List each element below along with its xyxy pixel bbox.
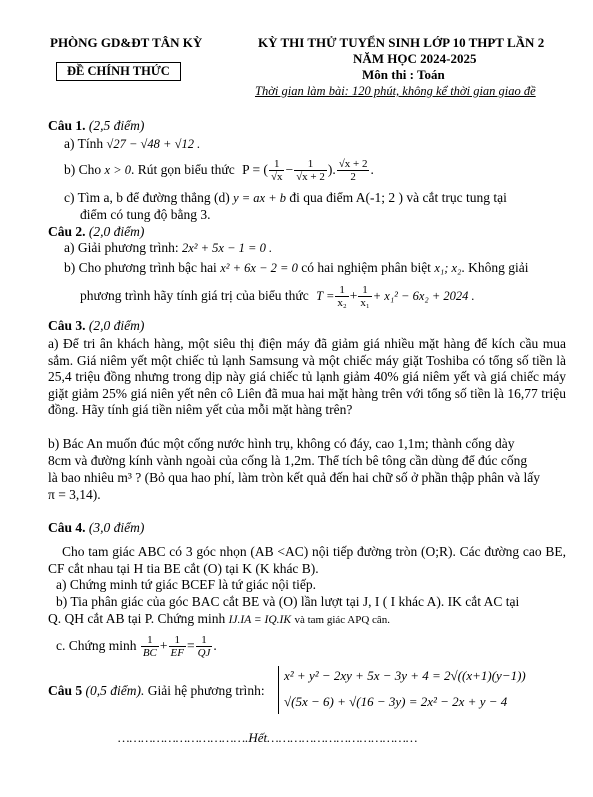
q1-c-label: c) <box>64 190 75 205</box>
q3-points: (2,0 điểm) <box>88 318 145 333</box>
q3-b-line1: b) Bác An muốn đúc một cống nước hình trụ, không có đáy, cao 1,1m; thành cống dày <box>48 436 515 451</box>
q5-points: (0,5 điểm). <box>85 683 145 698</box>
q2-heading <box>48 224 144 240</box>
q1-b-cond: x > 0 <box>104 163 131 177</box>
q2-b-frac1-den: x₂ <box>337 297 347 310</box>
q1-b-text2: . Rút gọn biểu thức <box>131 162 235 177</box>
q2-b-tail: + x₁² − 6x₂ + 2024 . <box>372 289 475 303</box>
q1-b-frac2 <box>294 158 327 183</box>
q4-b-text: Q. QH cắt AB tại P. Chứng minh <box>48 611 226 626</box>
q1-points: (2,5 điểm) <box>88 118 145 133</box>
q2-points: (2,0 điểm) <box>88 224 145 239</box>
q4-c-frac3-den: QJ <box>197 647 211 660</box>
q4-title: Câu 4. <box>48 520 86 535</box>
q4-b-tail: và tam giác APQ cân. <box>294 614 391 626</box>
q1-b <box>64 154 374 186</box>
q4-c-plus: + <box>159 638 168 653</box>
q1-title: Câu 1. <box>48 118 86 133</box>
q1-b-label: b) <box>64 162 76 177</box>
q1-b-minus: − <box>285 162 294 177</box>
q4-c-frac1-num: 1 <box>141 634 159 647</box>
school-year: NĂM HỌC 2024-2025 <box>353 51 477 66</box>
q2-b-frac2-den: x₁ <box>360 297 370 310</box>
q2-b-plus: + <box>349 288 358 303</box>
q2-b <box>64 260 529 276</box>
q4-b-line2 <box>48 611 390 627</box>
q4-b-line1: b) Tia phân giác của góc BAC cắt BE và (O) lần lượt tại J, I ( I khác A). IK cắt AC tại <box>56 594 520 609</box>
q3-b-line4: π = 3,14). <box>48 487 101 502</box>
q4-c-end: . <box>213 638 217 653</box>
q4-c-eq: = <box>186 638 195 653</box>
end-marker: …………………………….Hết………………………………… <box>118 730 418 745</box>
q1-b-dot: ). <box>327 162 336 177</box>
official-badge: ĐỀ CHÍNH THỨC <box>56 62 181 81</box>
q4-c-frac1-den: BC <box>142 647 157 660</box>
q4-c-frac1 <box>141 634 159 659</box>
q4-c-frac2-den: EF <box>170 647 184 660</box>
q2-b-text3: . Không giải <box>461 260 529 275</box>
department-title: PHÒNG GD&ĐT TÂN KỲ <box>50 35 203 50</box>
q4-intro: Cho tam giác ABC có 3 góc nhọn (AB <AC) nội tiếp đường tròn (O;R). Các đường cao BE, CF cắt nhau tại H tia BE cắt (O) tại K (K khác B). <box>48 544 566 576</box>
q1-b-text1: Cho <box>78 162 102 177</box>
q4-c-frac3-num: 1 <box>196 634 213 647</box>
q2-a-text: Giải phương trình: <box>77 240 179 255</box>
q5-eq1: x² + y² − 2xy + 5x − 3y + 4 = 2√((x+1)(y−1)) <box>284 668 526 683</box>
q4-points: (3,0 điểm) <box>88 520 145 535</box>
q2-b-line2 <box>80 280 475 312</box>
q5-text: Giải hệ phương trình: <box>147 683 265 698</box>
q2-b-expr: x² + 6x − 2 = 0 <box>220 261 298 275</box>
q5-system-brace <box>278 666 279 714</box>
q1-b-frac1 <box>269 158 285 183</box>
q4-c-frac2-num: 1 <box>169 634 186 647</box>
q2-b-text2: có hai nghiệm phân biệt <box>301 260 431 275</box>
q4-a: a) Chứng minh tứ giác BCEF là tứ giác nội tiếp. <box>56 577 317 592</box>
q5-eq2: √(5x − 6) + √(16 − 3y) = 2x² − 2x + y − 4 <box>284 694 508 709</box>
q1-a-label: a) <box>64 136 75 151</box>
q1-b-frac3-den: 2 <box>350 171 356 184</box>
q3-heading <box>48 318 144 334</box>
subject: Môn thi : Toán <box>362 67 445 82</box>
q1-b-frac3 <box>337 158 370 183</box>
q2-a-expr: 2x² + 5x − 1 = 0 . <box>181 241 273 255</box>
q4-c-frac3 <box>196 634 213 659</box>
q3-a-paragraph: a) Để tri ân khách hàng, một siêu thị điện máy đã giảm giá nhiều mặt hàng để kích cầu mua sắm. Giá niêm yết một chiếc tủ lạnh Samsung và một chiếc máy giặt Toshiba có tổng số tiền là 25,4 triệu đồng nhưng trong dịp này giá chiếc tủ lạnh giảm 40% giá niêm yết và giá chiếc máy giặt giảm 25% giá niên yết nên cô Liên đã mua hai mặt hàng trên với tổng số tiền là 16,77 triệu đồng. Hãy tính giá tiền niêm yết của mỗi mặt hàng trên? <box>48 336 566 417</box>
q3-b-line3: là bao nhiêu m³ ? (Bỏ qua hao phí, làm tròn kết quả đến hai chữ số ở phần thập phân và lấy <box>48 470 540 485</box>
q1-heading <box>48 118 144 134</box>
time-note: Thời gian làm bài: 120 phút, không kể thời gian giao đề <box>255 84 536 98</box>
exam-title: KỲ THI THỬ TUYỂN SINH LỚP 10 THPT LẦN 2 <box>258 35 545 50</box>
q1-c <box>64 190 507 206</box>
q2-b-roots: x₁; x₂ <box>434 261 462 275</box>
q2-b-text1: Cho phương trình bậc hai <box>78 260 217 275</box>
q2-a-label: a) <box>64 240 75 255</box>
q1-b-frac2-num: 1 <box>294 158 327 171</box>
q2-b-label: b) <box>64 260 76 275</box>
q5-heading <box>48 683 265 699</box>
q4-c-frac2 <box>169 634 186 659</box>
q1-c-text2: đi qua điểm A(-1; 2 ) và cắt trục tung tại <box>289 190 507 205</box>
q5-title: Câu 5 <box>48 683 83 698</box>
q1-a-text: Tính <box>77 136 104 151</box>
q1-b-expr-left: P = ( <box>242 162 268 177</box>
q4-b-expr: IJ.IA = IQ.IK <box>228 614 292 626</box>
q2-a <box>64 240 272 256</box>
q1-a-expr: √27 − √48 + √12 . <box>106 137 201 151</box>
q1-b-frac1-num: 1 <box>269 158 285 171</box>
q1-c-text1: Tìm a, b để đường thẳng (d) <box>77 190 230 205</box>
q4-heading <box>48 520 144 536</box>
q1-b-end: . <box>370 162 374 177</box>
q2-b-frac2 <box>358 284 371 309</box>
q4-c <box>56 630 217 662</box>
q3-title: Câu 3. <box>48 318 86 333</box>
q1-c-expr: y = ax + b <box>233 191 287 205</box>
q1-c-line2: điểm có tung độ bằng 3. <box>80 207 211 222</box>
q3-b-line2: 8cm và đường kính vành ngoài của cống là 1,2m. Thể tích bê tông cần dùng để đúc cống <box>48 453 528 468</box>
q1-a <box>64 136 200 152</box>
q2-b-frac1-num: 1 <box>335 284 348 297</box>
q4-c-text: c. Chứng minh <box>56 638 137 653</box>
q1-b-frac2-den: √x + 2 <box>296 171 325 184</box>
q1-b-frac3-num: √x + 2 <box>338 158 368 171</box>
q2-b-frac1 <box>335 284 348 309</box>
q2-title: Câu 2. <box>48 224 86 239</box>
q1-b-frac1-den: √x <box>270 171 283 184</box>
q2-b-T: T = <box>316 289 335 303</box>
q2-b-frac2-num: 1 <box>358 284 371 297</box>
q2-b-text4: phương trình hãy tính giá trị của biểu thức <box>80 288 309 303</box>
